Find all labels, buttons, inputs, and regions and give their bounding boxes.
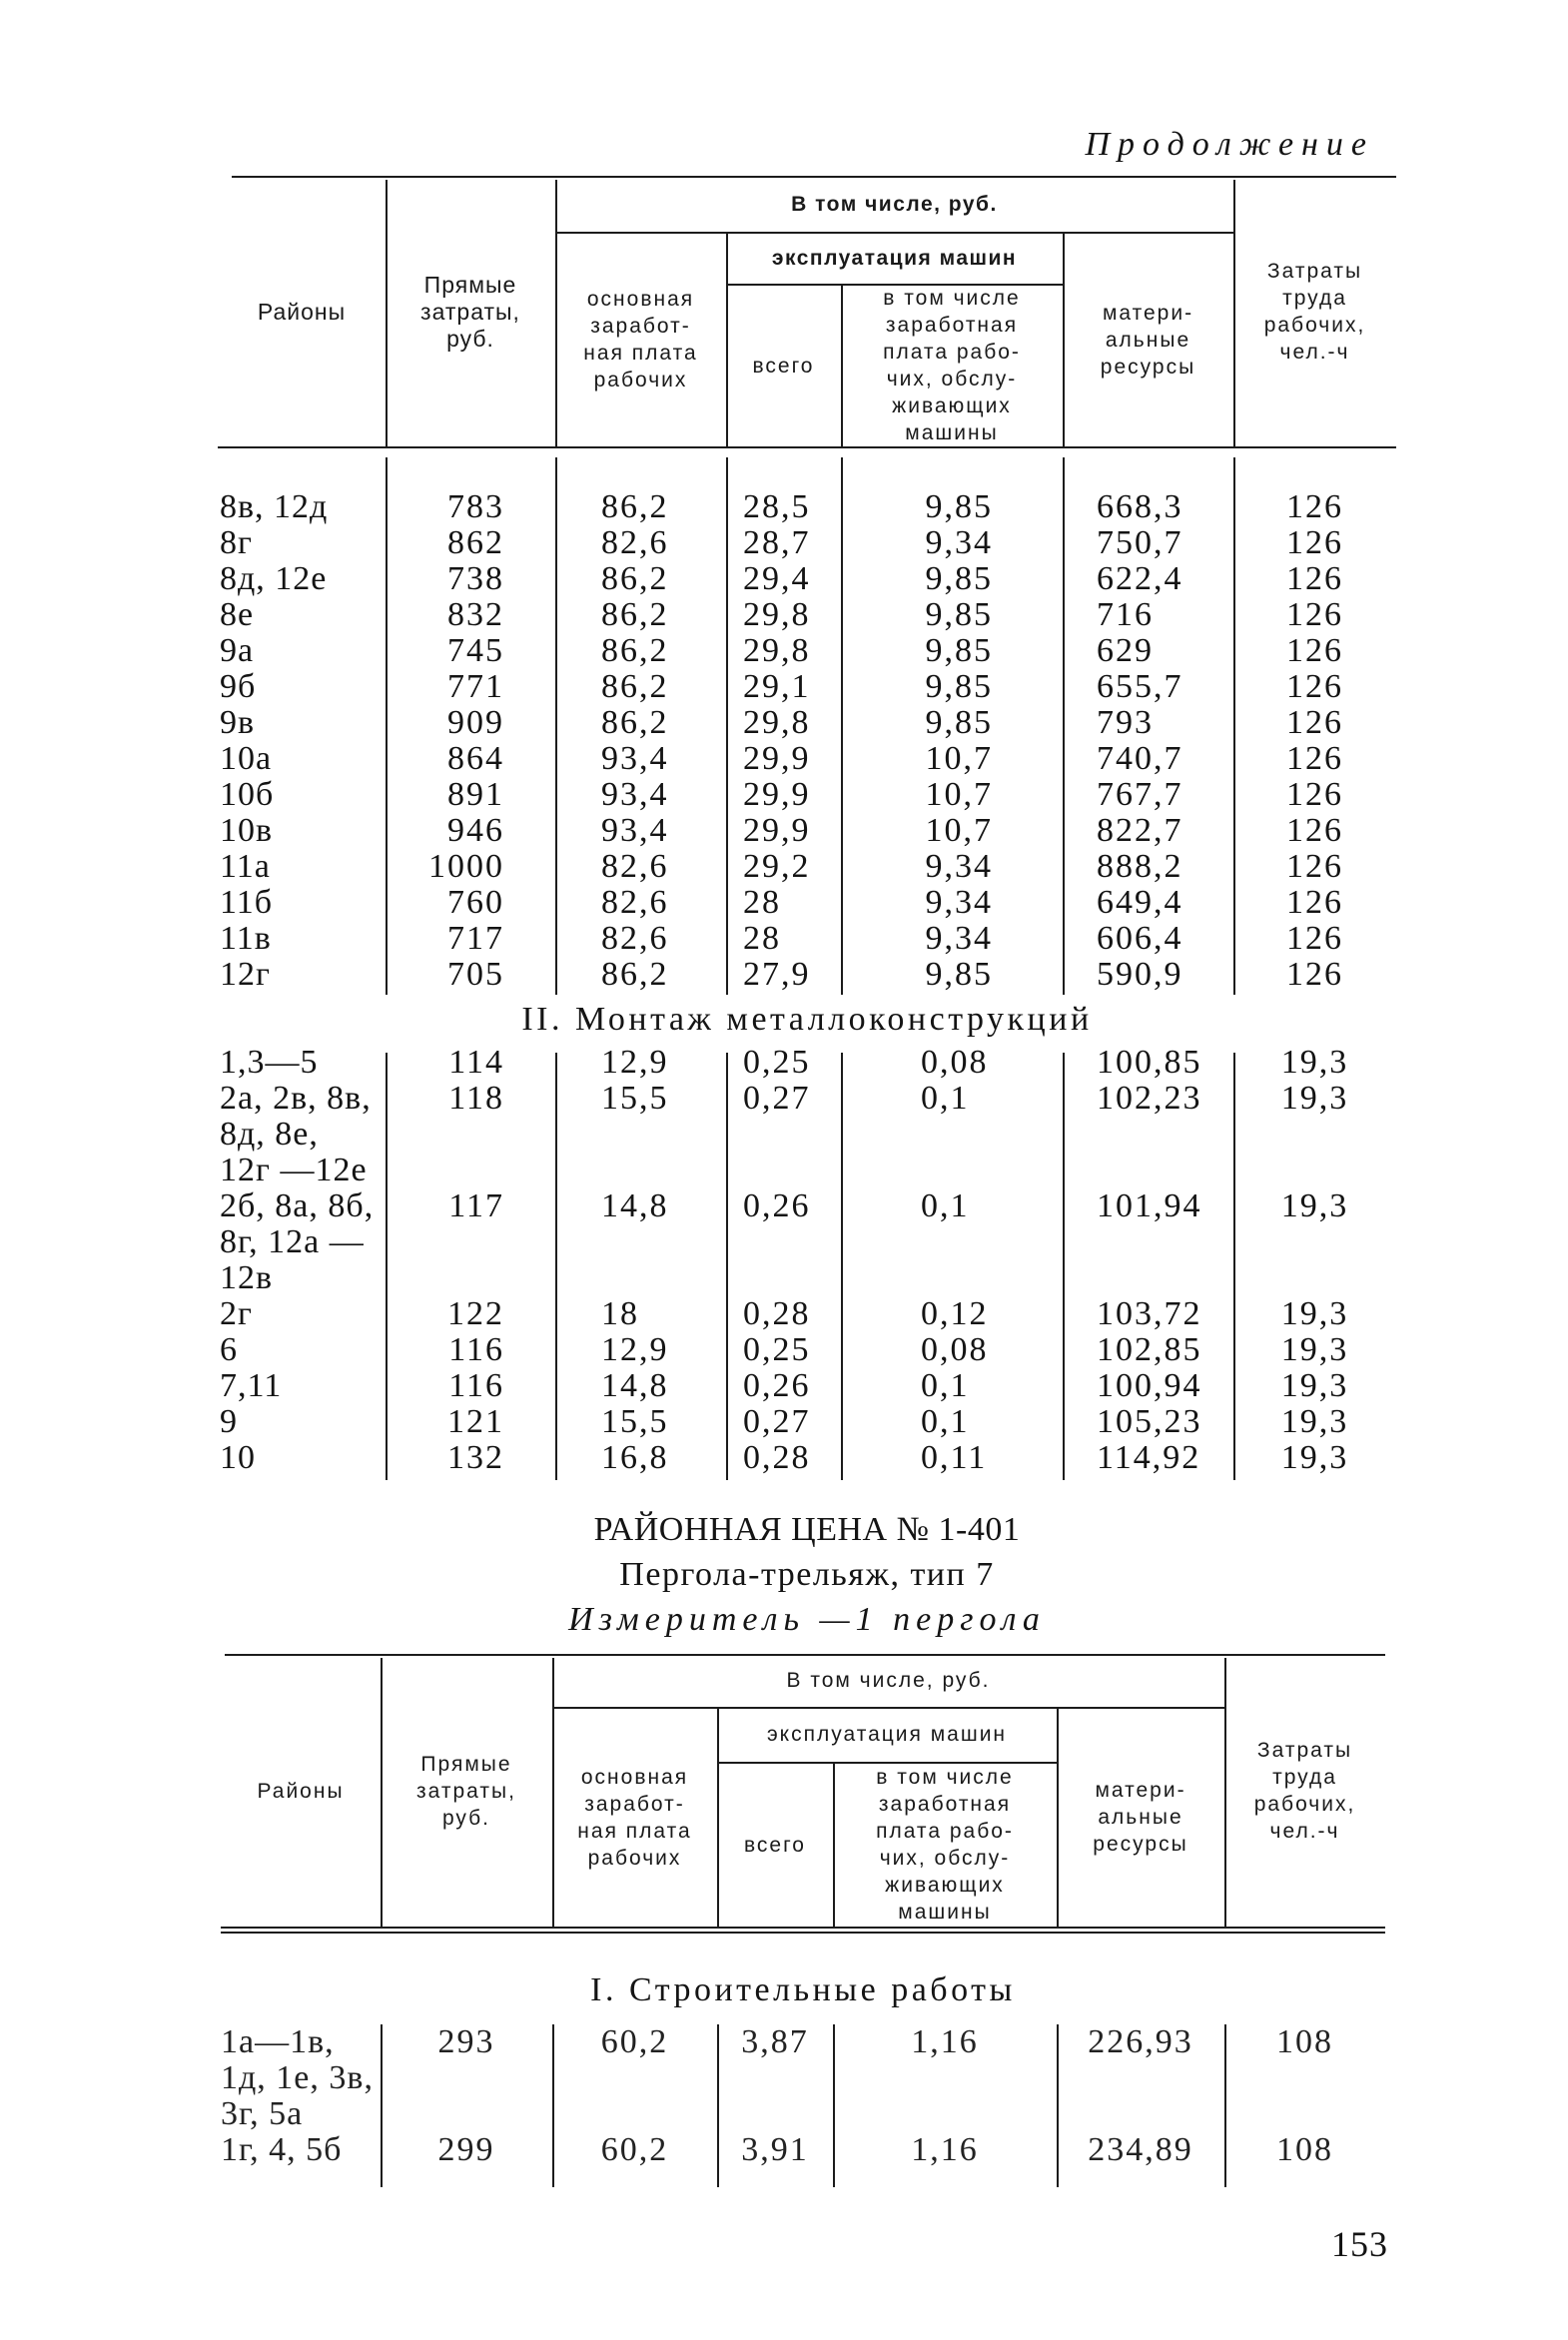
cell-direct: 117 [448,1187,504,1224]
cell-district: 11б [220,884,274,921]
cell-machine-total: 28 [743,884,781,921]
table-row [218,885,1396,921]
cell-direct: 760 [447,884,504,921]
cell-machine-total: 29,4 [743,560,811,597]
cell-machine-wage: 9,85 [925,956,993,993]
table-row [218,1404,1396,1440]
cell-direct: 705 [447,956,504,993]
table-rule [841,1053,843,1480]
cell-labor: 126 [1286,812,1343,849]
cell-district: 8в, 12д [220,488,329,525]
cell-machine-wage: 9,85 [925,632,993,669]
continuation-label: Продолжение [1085,126,1374,163]
cell-machine-wage: 0,1 [921,1187,970,1224]
cell-machine-total: 29,9 [743,812,811,849]
header-materials-label: матери- альные ресурсы [1093,1779,1188,1856]
header-machine-total-label: всего [744,1833,806,1857]
cell-labor: 19,3 [1280,1367,1349,1404]
cell-direct: 121 [447,1403,504,1440]
table-row [218,489,1396,525]
section-2-title: II. Монтаж металлоконструкций [521,1001,1093,1038]
cell-machine-wage: 0,1 [921,1080,970,1117]
cell-labor: 126 [1286,884,1343,921]
cell-machine-wage: 0,1 [921,1403,970,1440]
cell-labor: 126 [1286,488,1343,525]
header-machine-total [717,1762,833,1928]
header-materials-label: матери- альные ресурсы [1100,301,1196,379]
cell-machine-wage: 0,12 [921,1295,989,1332]
cell-base-wage: 12,9 [601,1331,669,1368]
cell-district: 9 [220,1403,238,1440]
cell-machine-total: 3,87 [741,2023,809,2060]
cell-machine-wage: 10,7 [925,812,993,849]
cell-labor: 19,3 [1280,1403,1349,1440]
cell-labor: 126 [1286,524,1343,561]
table-rule [1063,457,1065,995]
cell-materials: 103,72 [1097,1295,1202,1332]
cell-direct: 771 [447,668,504,705]
cell-district: 1г, 4, 5б [221,2131,343,2168]
cell-machine-wage: 0,1 [921,1367,970,1404]
cell-machine-total: 0,25 [743,1044,811,1081]
cell-labor: 126 [1286,740,1343,777]
header-direct-costs [381,1654,552,1928]
cell-direct: 891 [447,776,504,813]
cell-machine-total: 28,7 [743,524,811,561]
cell-machine-total: 27,9 [743,956,811,993]
cell-base-wage: 12,9 [601,1044,669,1081]
cell-machine-total: 29,9 [743,776,811,813]
header-districts-label: Районы [257,1779,345,1803]
table-row [218,1081,1396,1188]
header-districts [221,1654,381,1928]
table-1-section-1-body [218,457,1396,995]
cell-base-wage: 60,2 [600,2131,669,2168]
table-row [218,1332,1396,1368]
table-1-section-2-body [218,1045,1396,1480]
cell-base-wage: 82,6 [601,884,669,921]
cell-machine-total: 0,26 [743,1187,811,1224]
cell-materials: 100,94 [1097,1367,1202,1404]
header-base-wage [552,1707,717,1928]
header-machine-operation [717,1707,1057,1762]
cell-machine-total: 3,91 [741,2131,809,2168]
header-including [552,1654,1224,1707]
cell-materials: 102,85 [1097,1331,1202,1368]
cell-base-wage: 86,2 [601,632,669,669]
cell-base-wage: 82,6 [601,848,669,885]
header-machine-wage-label: в том числе заработная плата рабо- чих, обслу- живающих машины [876,1766,1014,1924]
header-direct-costs-label: Прямые затраты, руб. [416,1752,516,1830]
cell-machine-wage: 9,85 [925,488,993,525]
table-row [218,921,1396,957]
table-rule [381,2024,383,2187]
cell-materials: 114,92 [1097,1439,1201,1476]
cell-labor: 126 [1286,848,1343,885]
cell-labor: 19,3 [1280,1439,1349,1476]
cell-machine-wage: 9,85 [925,668,993,705]
cell-district: 8д, 12е [220,560,328,597]
cell-materials: 767,7 [1097,776,1183,813]
cell-materials: 606,4 [1097,920,1183,957]
header-machine-operation-label: эксплуатация машин [771,246,1018,270]
cell-machine-total: 0,27 [743,1080,811,1117]
cell-machine-total: 29,2 [743,848,811,885]
cell-direct: 717 [447,920,504,957]
table-rule [221,1932,1385,1934]
header-materials [1057,1707,1224,1928]
header-including [555,176,1233,232]
cell-direct: 116 [448,1367,504,1404]
table-rule [841,457,843,995]
table-rule [1063,1053,1065,1480]
table-2-header [221,1654,1385,1934]
cell-machine-total: 29,1 [743,668,811,705]
table-row [218,1188,1396,1296]
table-rule [833,2024,835,2187]
table-row [218,705,1396,741]
cell-labor: 126 [1286,668,1343,705]
cell-direct: 1000 [428,848,504,885]
cell-base-wage: 15,5 [601,1080,669,1117]
cell-district: 7,11 [220,1367,283,1404]
cell-direct: 293 [437,2023,495,2060]
table-rule [717,2024,719,2187]
table-rule [552,2024,554,2187]
cell-labor: 126 [1286,704,1343,741]
cell-machine-total: 0,28 [743,1439,811,1476]
section-1-title: I. Строительные работы [590,1971,1016,2008]
table-rule [726,457,728,995]
cell-direct: 299 [437,2131,495,2168]
cell-district: 9а [220,632,255,669]
cell-labor: 108 [1276,2023,1333,2060]
table-row [218,1440,1396,1476]
cell-machine-total: 29,8 [743,632,811,669]
header-machine-operation-label: эксплуатация машин [766,1723,1008,1746]
cell-base-wage: 93,4 [601,812,669,849]
cell-labor: 126 [1286,560,1343,597]
cell-machine-total: 0,28 [743,1295,811,1332]
header-districts [218,176,386,447]
cell-labor: 126 [1286,596,1343,633]
cell-machine-wage: 9,85 [925,560,993,597]
cell-base-wage: 86,2 [601,668,669,705]
table-row [218,597,1396,633]
cell-machine-wage: 10,7 [925,776,993,813]
cell-base-wage: 15,5 [601,1403,669,1440]
cell-base-wage: 82,6 [601,920,669,957]
header-labor-label: Затраты труда рабочих, чел.-ч [1263,260,1366,364]
cell-materials: 622,4 [1097,560,1183,597]
table-rule [1233,1053,1235,1480]
cell-materials: 102,23 [1097,1080,1202,1117]
cell-direct: 132 [447,1439,504,1476]
cell-base-wage: 86,2 [601,596,669,633]
table-row [218,741,1396,777]
cell-base-wage: 82,6 [601,524,669,561]
cell-direct: 738 [447,560,504,597]
cell-base-wage: 18 [601,1295,639,1332]
table-1-header [218,176,1396,449]
table-rule [1057,2024,1059,2187]
cell-district: 2а, 2в, 8в, 8д, 8е, 12г —12е [220,1080,372,1188]
header-machine-operation [726,232,1063,284]
cell-labor: 19,3 [1280,1187,1349,1224]
cell-materials: 105,23 [1097,1403,1202,1440]
table-row [221,2132,1385,2168]
cell-machine-wage: 9,34 [925,524,993,561]
table-row [218,633,1396,669]
cell-materials: 101,94 [1097,1187,1202,1224]
cell-materials: 655,7 [1097,668,1183,705]
table-row [218,561,1396,597]
table-row [218,669,1396,705]
header-machine-total [726,284,841,447]
table-rule [1233,457,1235,995]
table-row [218,813,1396,849]
table-rule [1224,2024,1226,2187]
cell-machine-total: 0,25 [743,1331,811,1368]
header-including-label: В том числе, руб. [791,192,998,216]
cell-base-wage: 93,4 [601,776,669,813]
cell-machine-total: 28,5 [743,488,811,525]
table-rule [726,1053,728,1480]
cell-district: 1,3—5 [220,1044,319,1081]
cell-district: 10 [220,1439,256,1476]
header-machine-total-label: всего [752,354,815,378]
cell-district: 10а [220,740,273,777]
header-base-wage-label: основная заработ- ная плата рабочих [577,1765,692,1870]
cell-machine-wage: 0,11 [921,1439,988,1476]
cell-direct: 116 [448,1331,504,1368]
header-including-label: В том числе, руб. [786,1669,991,1692]
table-row [218,525,1396,561]
price-meter: Измеритель —1 пергола [568,1601,1046,1638]
cell-machine-wage: 1,16 [911,2131,979,2168]
cell-base-wage: 60,2 [600,2023,669,2060]
cell-base-wage: 14,8 [601,1187,669,1224]
cell-machine-wage: 0,08 [921,1331,989,1368]
cell-direct: 118 [448,1080,504,1117]
table-row [218,1296,1396,1332]
table-rule [386,1053,388,1480]
cell-direct: 832 [447,596,504,633]
cell-base-wage: 86,2 [601,560,669,597]
header-materials [1063,232,1233,447]
header-direct-costs [386,176,555,447]
cell-materials: 740,7 [1097,740,1183,777]
cell-materials: 100,85 [1097,1044,1202,1081]
price-title: РАЙОННАЯ ЦЕНА № 1-401 [593,1511,1021,1548]
cell-district: 10б [220,776,275,813]
cell-machine-total: 0,27 [743,1403,811,1440]
cell-materials: 716 [1097,596,1154,633]
cell-direct: 864 [447,740,504,777]
table-rule [386,457,388,995]
cell-base-wage: 93,4 [601,740,669,777]
header-labor-label: Затраты труда рабочих, чел.-ч [1253,1739,1356,1843]
cell-machine-total: 0,26 [743,1367,811,1404]
header-labor [1233,176,1396,447]
table-2-section-1-body [221,2024,1385,2187]
cell-materials: 234,89 [1088,2131,1193,2168]
header-machine-wage [833,1762,1057,1928]
table-row [218,849,1396,885]
page-number: 153 [1331,2224,1388,2264]
cell-machine-total: 29,9 [743,740,811,777]
header-labor [1224,1654,1385,1928]
cell-direct: 946 [447,812,504,849]
cell-base-wage: 86,2 [601,704,669,741]
price-subtitle: Пергола-трельяж, тип 7 [619,1556,995,1593]
table-rule [555,457,557,995]
cell-district: 9в [220,704,256,741]
cell-labor: 108 [1276,2131,1333,2168]
cell-district: 8е [220,596,255,633]
header-districts-label: Районы [257,298,347,325]
cell-machine-total: 29,8 [743,596,811,633]
cell-base-wage: 16,8 [601,1439,669,1476]
cell-labor: 19,3 [1280,1080,1349,1117]
cell-district: 10в [220,812,274,849]
cell-labor: 19,3 [1280,1295,1349,1332]
header-machine-wage-label: в том числе заработная плата рабо- чих, обслу- живающих машины [883,287,1021,444]
cell-machine-wage: 1,16 [911,2023,979,2060]
cell-labor: 126 [1286,920,1343,957]
table-row [218,957,1396,993]
cell-labor: 126 [1286,956,1343,993]
cell-direct: 745 [447,632,504,669]
cell-machine-wage: 9,34 [925,920,993,957]
cell-direct: 122 [447,1295,504,1332]
table-row [218,1368,1396,1404]
cell-base-wage: 86,2 [601,956,669,993]
cell-machine-wage: 0,08 [921,1044,989,1081]
cell-district: 9б [220,668,257,705]
cell-labor: 126 [1286,776,1343,813]
table-row [218,777,1396,813]
cell-materials: 888,2 [1097,848,1183,885]
cell-district: 11а [220,848,271,885]
cell-machine-wage: 9,34 [925,884,993,921]
cell-machine-wage: 9,85 [925,596,993,633]
cell-materials: 629 [1097,632,1154,669]
cell-base-wage: 14,8 [601,1367,669,1404]
cell-materials: 668,3 [1097,488,1183,525]
cell-district: 8г [220,524,253,561]
cell-machine-total: 29,8 [743,704,811,741]
cell-district: 6 [220,1331,238,1368]
cell-district: 2б, 8а, 8б, 8г, 12а — 12в [220,1187,375,1296]
cell-base-wage: 86,2 [601,488,669,525]
cell-machine-wage: 10,7 [925,740,993,777]
cell-machine-total: 28 [743,920,781,957]
cell-materials: 822,7 [1097,812,1183,849]
cell-labor: 126 [1286,632,1343,669]
cell-materials: 793 [1097,704,1154,741]
table-rule [555,1053,557,1480]
cell-materials: 649,4 [1097,884,1183,921]
cell-materials: 750,7 [1097,524,1183,561]
table-row [218,1045,1396,1081]
cell-direct: 783 [447,488,504,525]
cell-materials: 226,93 [1088,2023,1193,2060]
header-base-wage [555,232,726,447]
cell-machine-wage: 9,85 [925,704,993,741]
cell-machine-wage: 9,34 [925,848,993,885]
cell-materials: 590,9 [1097,956,1183,993]
cell-direct: 114 [448,1044,504,1081]
header-machine-wage [841,284,1063,447]
cell-direct: 909 [447,704,504,741]
cell-district: 2г [220,1295,253,1332]
header-base-wage-label: основная заработ- ная плата рабочих [583,288,698,391]
cell-district: 12г [220,956,271,993]
header-direct-costs-label: Прямые затраты, руб. [420,271,520,352]
cell-labor: 19,3 [1280,1044,1349,1081]
cell-district: 11в [220,920,272,957]
cell-direct: 862 [447,524,504,561]
cell-labor: 19,3 [1280,1331,1349,1368]
table-row [221,2024,1385,2132]
cell-district: 1а—1в, 1д, 1е, 3в, 3г, 5а [221,2023,374,2132]
